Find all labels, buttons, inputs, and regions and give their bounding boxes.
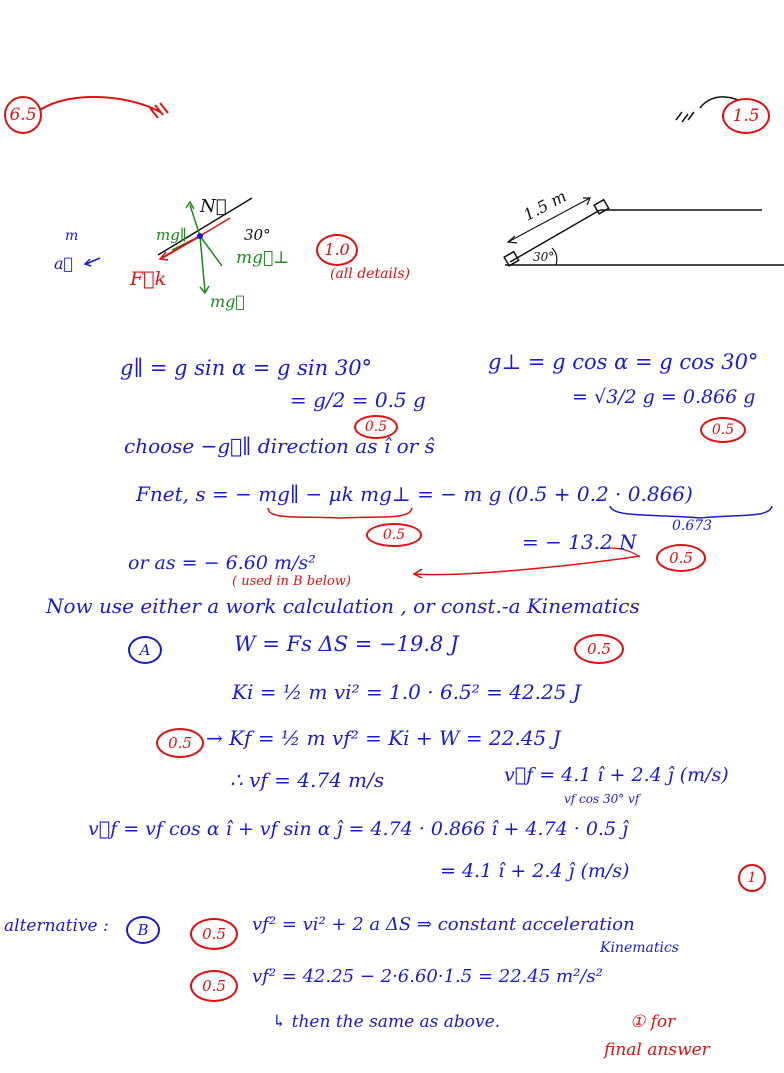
g-parallel-line-2: = g/2 = 0.5 g (290, 388, 426, 412)
vf-vector-line: v⃗f = 4.1 î + 2.4 ĵ (m/s) (504, 764, 729, 786)
method-line: Now use either a work calculation , or const.-a Kinematics (46, 594, 640, 618)
fbd-gravity-label: mg⃗ (210, 292, 246, 311)
alt-line-3c: final answer (604, 1040, 710, 1060)
score-top-right-text: 1.5 (732, 106, 760, 126)
score-kf-text: 0.5 (168, 734, 192, 752)
work-line: W = Fs ΔS = −19.8 J (234, 632, 459, 656)
fbd-angle-label: 30° (244, 226, 271, 244)
score-fnet-term-text: 0.5 (382, 527, 406, 543)
alt-line-1: vf² = vi² + 2 a ΔS ⇒ constant acceleration (252, 914, 635, 935)
score-fbd-text: 1.0 (324, 240, 350, 259)
fbd-note: (all details) (330, 266, 411, 282)
method-a-marker (128, 636, 162, 664)
acceleration-line: or as = − 6.60 m/s² (128, 552, 316, 574)
acceleration-note: ( used in B below) (232, 574, 351, 589)
score-work (574, 634, 624, 664)
score-top-left-text: 6.5 (9, 105, 37, 125)
score-fnet-result (656, 544, 706, 572)
fbd-accel-label: a⃗ (54, 254, 74, 273)
g-parallel-line-1: g∥ = g sin α = g sin 30° (120, 356, 373, 380)
fbd-mg-par-label: mg∥ (156, 226, 187, 244)
score-alt-2-text: 0.5 (202, 977, 226, 995)
alt-line-3b: ① for (630, 1012, 676, 1032)
score-final (738, 864, 766, 892)
method-a-label: A (139, 641, 151, 659)
fnet-result: = − 13.2 N (522, 530, 637, 554)
score-fnet-term (366, 523, 422, 547)
g-perp-line-1: g⊥ = g cos α = g cos 30° (488, 350, 759, 374)
incline-length-label: 1.5 m (520, 186, 570, 225)
score-final-text: 1 (747, 870, 757, 886)
method-b-marker (126, 916, 160, 944)
vf-full-line-1: v⃗f = vf cos α î + vf sin α ĵ = 4.74 · 0.866 î + 4.74 · 0.5 ĵ (88, 818, 628, 840)
vf-line: ∴ vf = 4.74 m/s (230, 768, 385, 792)
fbd-normal-label: N⃗ (200, 196, 227, 217)
method-b-label: B (137, 921, 149, 939)
alternative-label: alternative : (4, 916, 109, 936)
fbd-mg-perp-label: mg⃗⊥ (236, 248, 290, 268)
kf-line: → Kf = ½ m vf² = Ki + W = 22.45 J (206, 726, 561, 750)
incline-angle-label: 30° (533, 250, 555, 264)
vf-full-line-2: = 4.1 î + 2.4 ĵ (m/s) (440, 860, 630, 882)
alt-line-2: vf² = 42.25 − 2·6.60·1.5 = 22.45 m²/s² (252, 966, 603, 987)
score-g-perp-text: 0.5 (711, 422, 735, 438)
score-alt-1 (190, 918, 238, 950)
alt-line-1b: Kinematics (600, 940, 679, 956)
score-g-parallel-text: 0.5 (364, 419, 388, 435)
fnet-underbrace-value: 0.673 (672, 518, 713, 534)
g-perp-line-2: = √3/2 g = 0.866 g (572, 386, 756, 408)
score-work-text: 0.5 (587, 640, 611, 658)
fnet-equation: Fnet, s = − mg∥ − μk mg⊥ = − m g (0.5 + 0.2 · 0.866) (136, 482, 693, 506)
ki-line: Ki = ½ m vi² = 1.0 · 6.5² = 42.25 J (232, 680, 581, 704)
score-alt-2 (190, 970, 238, 1002)
fbd-friction-label: F⃗k (130, 268, 167, 290)
fbd-mass-label: m (65, 228, 79, 244)
vf-vector-sub: vf cos 30° vf (564, 792, 640, 806)
choose-direction: choose −g⃗∥ direction as î or ŝ (124, 434, 435, 458)
alt-line-3: ↳ then the same as above. (272, 1012, 501, 1032)
score-fnet-result-text: 0.5 (669, 549, 693, 567)
score-alt-1-text: 0.5 (202, 925, 226, 943)
score-kf (156, 728, 204, 758)
